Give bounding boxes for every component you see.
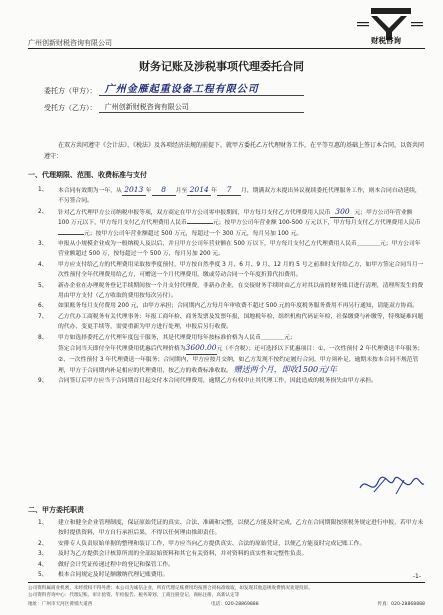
item-text: 签定合同当天即付全年代理费用优惠后代理价格为 bbox=[58, 346, 186, 353]
item-text: 安排专人负责原始单据的整理和装订工作，甲方应当向乙方提供真实、合法的原始凭证，以便乙方能及时完成记账工作。 bbox=[58, 540, 366, 547]
item-text: 申报从小规模企业成为一般纳税人及以后，并且甲方公司年营业额在 500 万以下，甲方每月支付乙方代理费用人民币＿＿＿＿元；甲方公司年营业额超过 500 万，按每超过一个 500 万，每月另加 200 元。 bbox=[58, 241, 421, 258]
party-a-label: 委托方（甲方）： bbox=[44, 87, 97, 95]
item-number: 7、 bbox=[38, 313, 48, 320]
document-title: 财务记账及涉税事项代理委托合同 bbox=[139, 60, 304, 73]
item-number: 3、 bbox=[38, 551, 48, 558]
item-text: 如果账务每月支付费用 200 元，由甲方承担；合同期内乙方每月年审收费不超过 500 元的年度税务服务费用不再另行通知，请能双方协商。 bbox=[58, 303, 418, 310]
footer-contact bbox=[28, 601, 425, 607]
item-number: 8、 bbox=[38, 334, 48, 341]
item-text: 根本合同规定及时足额缴纳代理记账费用。 bbox=[58, 572, 169, 579]
handwritten-annotation: 赠送两个月，即收1500元/年 bbox=[233, 364, 337, 374]
list-item bbox=[38, 570, 424, 580]
item-text: 甲方如选择委托乙方代理年度包干服务，其是代理费用每年按标准价格为人民币＿＿＿＿元； bbox=[58, 334, 296, 341]
item-text: 月，期满双方未提出异议视续委托代理服务工作，则本合同自动延续，不另签合同。 bbox=[58, 188, 421, 205]
end-year: 2014 bbox=[187, 185, 211, 196]
item-number: 1、 bbox=[38, 187, 48, 193]
item-number: 3、 bbox=[38, 241, 48, 248]
footer-notes bbox=[28, 586, 425, 599]
item-text: 及时为乙方提供会计核算所需的全部原始资料和其它有关资料，并对资料的真实性和完整性负责。 bbox=[58, 551, 308, 558]
party-a-field bbox=[99, 84, 304, 96]
section2-list bbox=[38, 518, 424, 580]
intro-paragraph: 在双方共同遵守《会计法》、《税法》及各项经济法规的前提下，就甲方委托乙方代理财务工作，在平等互惠的基础上签订本合同，以资共同遵守： bbox=[44, 142, 425, 160]
start-month: 8 bbox=[152, 185, 176, 196]
item-text: 做好会计凭证传递过程中的登记和保管工作。 bbox=[58, 561, 174, 568]
fee-blank bbox=[187, 223, 213, 224]
item-text: 建立和健全企业管理制度，保证原始凭证的真实、合法、准确和完整，以便乙方能及时完成，乙方在合同期限按照税务规定进行申报，若甲方未按时提供资料，甲方自行承担后果，不得以任何理由推卸责任。 bbox=[58, 520, 424, 537]
annual-fee: 3600.00 bbox=[186, 343, 217, 354]
item-number: 4、 bbox=[38, 261, 48, 268]
fee-blank bbox=[58, 234, 84, 235]
footer-note: 公司资料咨询中心：代理记账、审计验资、年检报告、税务筹划、工商注册登记、商标注册、高新认定等 bbox=[28, 592, 240, 598]
footer-note: 公司资料属商业机密，未经授权不得外泄；本公司为诚信企业，所有代理记账费用均按照合同标准收取，如发现其他违规收费情况欢迎投诉。 bbox=[28, 586, 313, 591]
section1-title: 一、代理期限、范围、收费标准与支付 bbox=[28, 171, 147, 179]
item-text: 乙方代办工商税务有关代理事务：年报工商年检、商务发票及发票年报，国地税年检，组织机构代码证年检，社保缴费与补缴等，特殊疑难问题的代办、变更手续等，需要重新为甲方进行处理，申报后另行收费。 bbox=[58, 313, 424, 331]
section1-list bbox=[38, 185, 424, 387]
item-text: 本合同有效期为一年，从 bbox=[58, 188, 122, 194]
party-b-label: 受托方（乙方）： bbox=[44, 104, 97, 112]
footer-divider bbox=[28, 582, 425, 583]
logo-text: 财税咨询 bbox=[371, 36, 401, 45]
item-number: 5、 bbox=[38, 282, 48, 289]
list-item bbox=[38, 301, 424, 311]
list-item bbox=[38, 260, 424, 281]
list-item bbox=[38, 518, 424, 539]
fee-zero-declaration: 300 bbox=[330, 207, 354, 218]
list-item bbox=[38, 185, 424, 207]
list-item bbox=[38, 239, 424, 260]
list-item bbox=[38, 376, 424, 386]
list-item bbox=[38, 312, 424, 333]
item-number: 2、 bbox=[38, 208, 48, 215]
item-number: 6、 bbox=[38, 303, 48, 310]
header-divider bbox=[28, 48, 425, 49]
item-number: 2、 bbox=[38, 540, 48, 547]
footer-fax: 传真：020-28868888 bbox=[377, 602, 425, 607]
page-number: -1- bbox=[412, 573, 421, 580]
item-text: 元（不含税）；还可选择以下优惠项目：①、一次性预付 2 年代理费送半年服务；②、一次性预付 3 年代理费送一年服务；合同期内，甲方应按月交纳，如乙方发现不按约定履行合同，甲方须补足，逾期未按本合同不规范管理，甲方于合同期内补足相应的代理费用，按乙方的收费标准收取。 bbox=[58, 346, 424, 374]
party-b-value: 广州创新财税咨询有限公司 bbox=[104, 103, 189, 111]
item-number: 4、 bbox=[38, 561, 48, 568]
end-month: 7 bbox=[217, 185, 241, 196]
handwritten-signature bbox=[356, 470, 426, 500]
party-a-row bbox=[44, 84, 304, 96]
list-item bbox=[38, 333, 424, 343]
footer-address: 地址：广州市天河区黄埔大道西 bbox=[28, 602, 93, 607]
party-a-value: 广州金雁起重设备工程有限公司 bbox=[104, 84, 259, 95]
item-text: 针对乙方代理甲方公司纳税申报等项，双方商定在甲方公司零申报期间，甲方每月支付乙方代理费用人民币 bbox=[58, 209, 331, 216]
item-number: 9、 bbox=[38, 378, 48, 385]
item-text: 年 bbox=[145, 188, 152, 194]
item-text: 月至 bbox=[175, 188, 188, 194]
item-text: 合同签订后甲方应当于合同期首日起交付本合同代理费用，逾期乙方有权中止其代理工作，因此造成的税务损失由甲方承担。 bbox=[58, 378, 377, 385]
item-number: 5、 bbox=[38, 572, 48, 579]
header-company: 广州创新财税咨询有限公司 bbox=[28, 39, 112, 47]
list-item bbox=[38, 343, 424, 376]
list-item bbox=[38, 539, 424, 549]
party-b-field bbox=[99, 101, 304, 113]
item-text: 年 bbox=[211, 188, 218, 194]
list-item bbox=[38, 281, 424, 302]
item-number: 1、 bbox=[38, 520, 48, 526]
list-item bbox=[38, 207, 424, 239]
item-text: 元；甲方公司年营业额 100 万元以下，甲方每月支付乙方代理费用人民币 bbox=[58, 209, 413, 227]
item-text: 元；按甲方公司年营业额 100-500 万元以下，甲方每月支付乙方代理费用人民币 bbox=[212, 220, 421, 227]
item-text: 甲方应支付给乙方的代理费用采取按季度预付，甲方按自然季度 3 月、6 月、9 月、12 月的 5 号之前准时支付给乙方，如甲方签定合同当月一次性预付全年代理费用给乙方，可赠送一个月代理费用，缴或劳动合同一个年度折算代扣费用。 bbox=[58, 261, 424, 279]
item-text: 元；按甲方公司年营业额超过 500 万元，每超过一个 300 万元，每月另加 100 元。 bbox=[84, 230, 303, 237]
start-year: 2013 bbox=[122, 185, 146, 196]
footer-phone: 电话：020-28869888 bbox=[211, 602, 259, 607]
section2-title: 二、甲方委托职责 bbox=[28, 506, 84, 514]
list-item bbox=[38, 560, 424, 570]
party-b-row bbox=[44, 101, 304, 113]
item-text: 新办企业在办理税务登记手续期间按一个月支付代理费，非新办企业，在交接财务手续时由乙方对其以前的财务账目进行清理，清理所发生的费用由甲方支付（乙方收取的费用按每次另付）。 bbox=[58, 282, 424, 300]
list-item bbox=[38, 549, 424, 559]
